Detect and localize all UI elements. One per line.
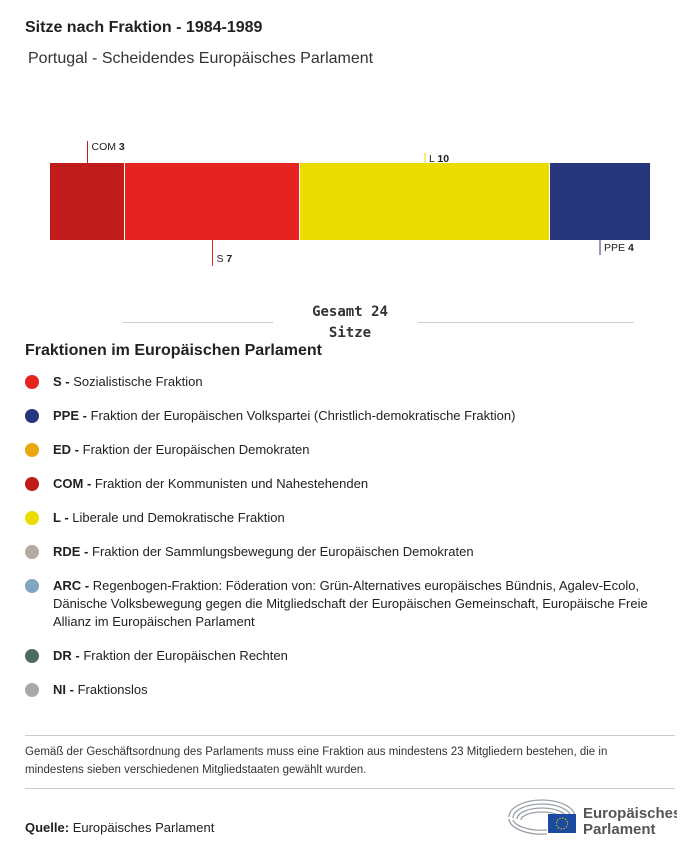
footnote: Gemäß der Geschäftsordnung des Parlaments muss eine Fraktion aus mindestens 23 Mitgliedern bestehen, die in mindestens sieben verschiedenen Mitgliedstaaten gewählt wurden.	[25, 746, 608, 776]
legend-abbr: COM -	[53, 476, 92, 491]
legend-dot	[25, 545, 39, 559]
legend-item	[25, 373, 665, 391]
legend-dot	[25, 649, 39, 663]
legend-text: Regenbogen-Fraktion: Föderation von: Grün-Alternatives europäisches Bündnis, Agalev-Ecolo, Dänische Volksbewegung gegen die Mitgliedschaft der Europäischen Gemeinschaft, Europäische Freie Allianz im Europäischen Parlament	[53, 578, 648, 629]
divider	[25, 788, 675, 789]
legend-dot	[25, 511, 39, 525]
bar-com	[50, 163, 124, 240]
chart-subtitle: Portugal - Scheidendes Europäisches Parlament	[28, 50, 374, 67]
data-label: COM 3	[91, 141, 125, 153]
legend-item	[25, 441, 665, 459]
source-label: Quelle:	[25, 820, 70, 835]
legend-item	[25, 543, 665, 561]
legend-abbr: L -	[53, 510, 69, 525]
divider-left	[123, 322, 273, 323]
legend-abbr: DR -	[53, 648, 80, 663]
source	[25, 820, 214, 835]
bar-ppe	[550, 163, 650, 240]
divider-right	[418, 322, 634, 323]
data-label: S 7	[216, 253, 233, 265]
legend-dot	[25, 375, 39, 389]
legend-text: Fraktion der Kommunisten und Nahestehenden	[94, 476, 369, 491]
total-line-1: Gesamt 24	[312, 304, 388, 320]
legend-dot	[25, 477, 39, 491]
total-line-2: Sitze	[328, 325, 372, 341]
legend-text: Fraktion der Europäischen Volkspartei (Christlich-demokratische Fraktion)	[90, 408, 516, 423]
legend-abbr: ED -	[53, 442, 79, 457]
bar-s	[125, 163, 299, 240]
legend-item	[25, 681, 665, 699]
divider	[25, 735, 675, 736]
legend-item	[25, 407, 665, 425]
legend-text: Fraktionslos	[77, 682, 148, 697]
legend-item	[25, 475, 665, 493]
data-label: L 10	[429, 153, 450, 165]
legend-text: Fraktion der Europäischen Rechten	[83, 648, 288, 663]
legend-abbr: NI -	[53, 682, 74, 697]
bar-l	[300, 163, 549, 240]
data-label: PPE 4	[604, 242, 634, 254]
legend-abbr: ARC -	[53, 578, 90, 593]
legend-item	[25, 509, 665, 527]
svg-text:Parlament: Parlament	[583, 821, 656, 837]
legend-text: Liberale und Demokratische Fraktion	[72, 510, 285, 525]
legend-abbr: RDE -	[53, 544, 89, 559]
total-seats-label	[300, 302, 400, 344]
legend-dot	[25, 443, 39, 457]
chart-title: Sitze nach Fraktion - 1984-1989	[25, 19, 263, 36]
legend-abbr: S -	[53, 374, 70, 389]
source-value: Europäisches Parlament	[72, 820, 215, 835]
legend-dot	[25, 579, 39, 593]
legend-dot	[25, 683, 39, 697]
stacked-bar-chart	[0, 130, 700, 280]
legend-item	[25, 647, 665, 665]
legend-text: Fraktion der Sammlungsbewegung der Europäischen Demokraten	[92, 544, 474, 559]
legend-title: Fraktionen im Europäischen Parlament	[25, 342, 322, 359]
svg-text:Europäisches: Europäisches	[583, 805, 677, 822]
legend-abbr: PPE -	[53, 408, 87, 423]
legend-item	[25, 577, 665, 631]
ep-logo	[507, 797, 677, 842]
legend-dot	[25, 409, 39, 423]
legend-text: Fraktion der Europäischen Demokraten	[82, 442, 310, 457]
legend-text: Sozialistische Fraktion	[73, 374, 203, 389]
